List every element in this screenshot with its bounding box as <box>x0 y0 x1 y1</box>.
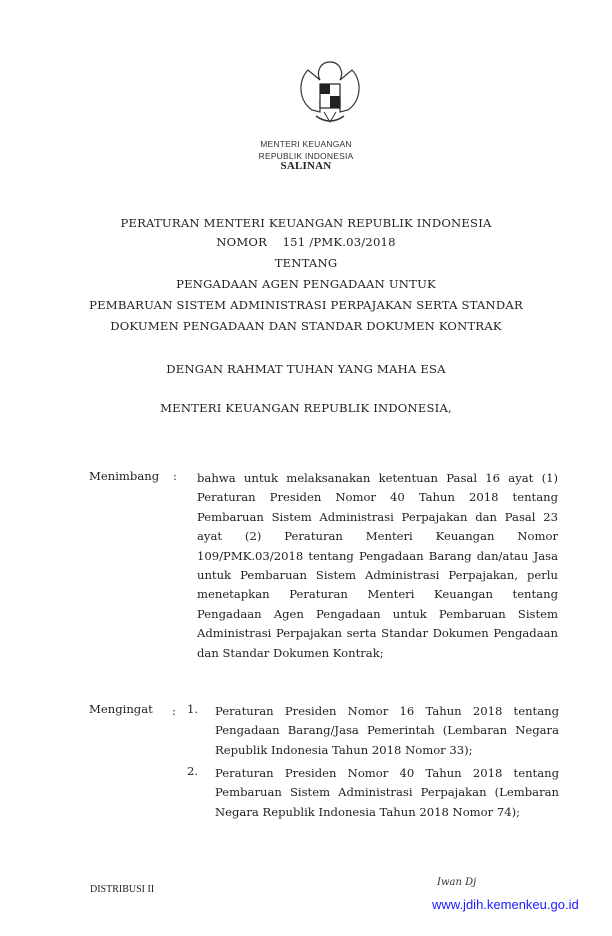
mengingat-item-text: Peraturan Presiden Nomor 16 Tahun 2018 tentang Pengadaan Barang/Jasa Pemerintah (Lembaran Negara Republik Indonesia Tahun 2018 Nomor 33); <box>215 704 559 757</box>
blessing-line: DENGAN RAHMAT TUHAN YANG MAHA ESA <box>166 362 446 376</box>
minister-line: MENTERI KEUANGAN REPUBLIK INDONESIA, <box>160 401 452 415</box>
subject-line-1: PENGADAAN AGEN PENGADAAN UNTUK <box>176 277 436 291</box>
mengingat-item-text: Peraturan Presiden Nomor 40 Tahun 2018 tentang Pembaruan Sistem Administrasi Perpajakan (Lembaran Negara Republik Indonesia Tahun 2018 Nomor 74); <box>215 766 559 819</box>
menimbang-text: bahwa untuk melaksanakan ketentuan Pasal 16 ayat (1) Peraturan Presiden Nomor 40 Tahun 2018 tentang Pembaruan Sistem Administrasi Perpajakan dan Pasal 23 ayat (2) Peraturan Menteri Keuangan Nomor 109/PMK.03/2018 tentang Pengadaan Barang dan/atau Jasa untuk Pembaruan Sistem Administrasi Perpajakan, perlu menetapkan Peraturan Menteri Keuangan tentang Pengadaan Agen Pengadaan untuk Pembaruan Sistem Administrasi Perpajakan serta Standar Dokumen Pengadaan dan Standar Dokumen Kontrak; <box>197 471 558 660</box>
distribution-label: DISTRIBUSI II <box>90 884 155 895</box>
subject-line-3: DOKUMEN PENGADAAN DAN STANDAR DOKUMEN KONTRAK <box>110 319 502 333</box>
regulation-number: NOMOR 151 /PMK.03/2018 <box>216 235 396 249</box>
subject-line-2: PEMBARUAN SISTEM ADMINISTRASI PERPAJAKAN SERTA STANDAR <box>89 298 523 312</box>
regulation-title: PERATURAN MENTERI KEUANGAN REPUBLIK INDONESIA <box>120 216 492 230</box>
menimbang-label: Menimbang <box>89 469 160 483</box>
garuda-emblem-icon <box>290 50 370 135</box>
website-link[interactable]: www.jdih.kemenkeu.go.id <box>432 897 579 912</box>
mengingat-item-number: 1. <box>187 702 199 716</box>
salinan-stamp: SALINAN <box>280 160 332 172</box>
mengingat-item-number: 2. <box>187 764 199 778</box>
letterhead-line-2: REPUBLIK INDONESIA <box>258 151 354 161</box>
menimbang-colon: : <box>173 469 177 483</box>
letterhead-line-1: MENTERI KEUANGAN <box>260 139 352 149</box>
signature-initials: Iwan Dj <box>437 877 477 888</box>
tentang-heading: TENTANG <box>274 256 338 270</box>
mengingat-colon: : <box>172 704 176 718</box>
mengingat-label: Mengingat <box>89 702 153 716</box>
